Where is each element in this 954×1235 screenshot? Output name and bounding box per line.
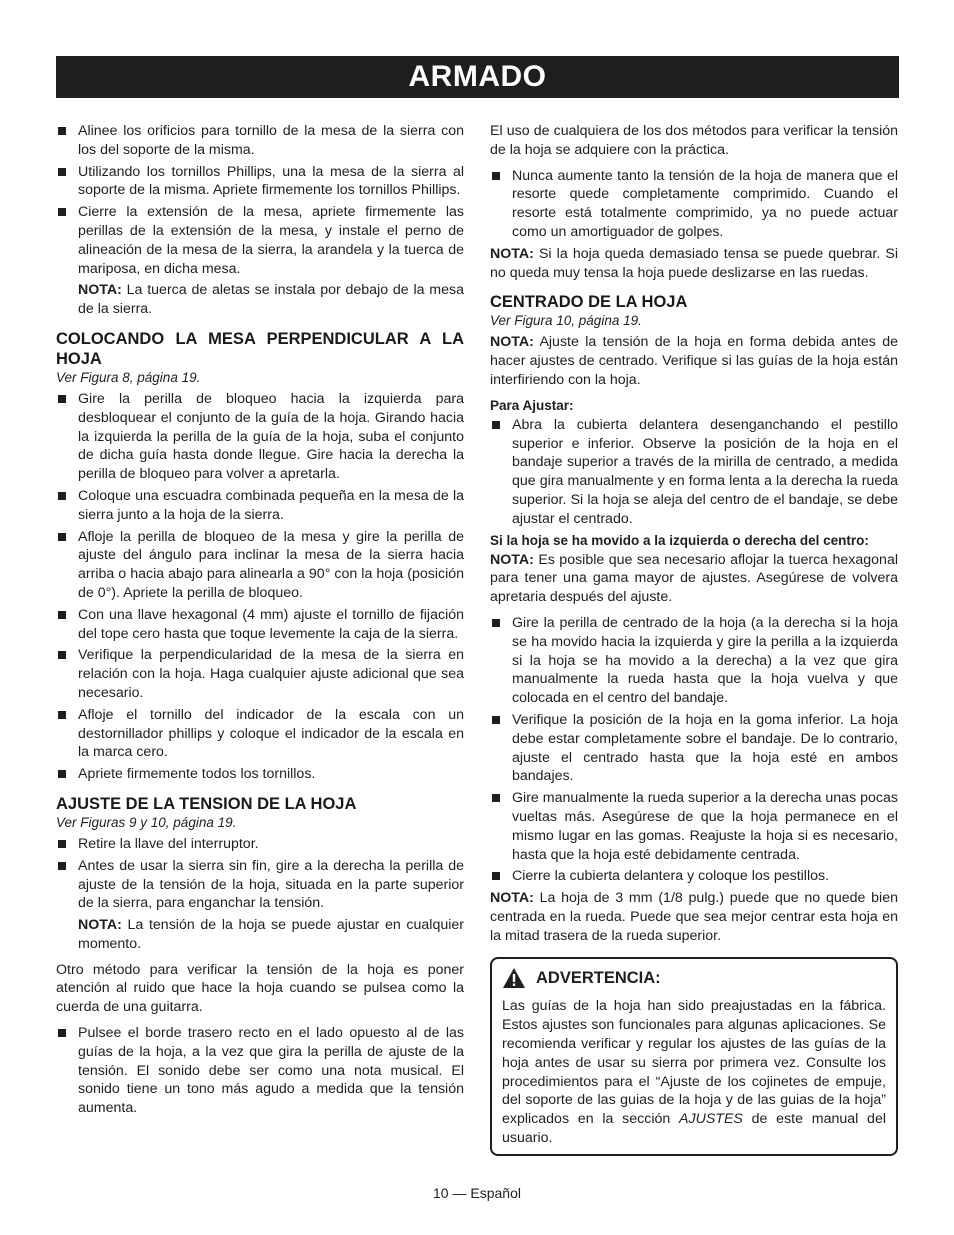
- section-list: [56, 1024, 464, 1118]
- warning-triangle-icon: [502, 967, 526, 989]
- figure-reference: Ver Figura 8, página 19.: [56, 369, 201, 385]
- section-heading: CENTRADO DE LA HOJA: [490, 293, 688, 312]
- intro-list: [56, 122, 464, 278]
- section-list: [56, 835, 464, 913]
- note-text: Si la hoja queda demasiado tensa se puede quebrar. Si no queda muy tensa la hoja puede deslizarse en las ruedas.: [490, 245, 898, 281]
- note-text: Ajuste la tensión de la hoja en forma debida antes de hacer ajustes de centrado. Verifique si las guías de la hoja están interfiriendo con la hoja.: [490, 334, 898, 388]
- note: [490, 245, 898, 283]
- list-item: Gire la perilla de bloqueo hacia la izquierda para desbloquear el conjunto de la guía de la hoja. Girando hacia la izquierda la perilla de la guía de la hoja, suba el conjunto de dicha guía hasta donde llegue. Gire hacia la derecha la perilla de bloqueo para volver a apretarla.: [56, 390, 464, 484]
- list-item: Abra la cubierta delantera desenganchando el pestillo superior e inferior. Observe la posición de la hoja en el bandaje superior a través de la mirilla de centrado, a medida que gira manualmente y en forma lenta a la derecha la rueda superior. Si la hoja se aleja del centro de el bandaje, se debe ajustar el centrado.: [490, 416, 898, 529]
- warning-text: [502, 997, 886, 1147]
- note-label: NOTA:: [490, 245, 534, 262]
- list-item: Verifique la posición de la hoja en la goma inferior. La hoja debe estar completamente sobre el bandaje. De lo contrario, ajuste el centrado hasta que la hoja esté en ambos bandajes.: [490, 711, 898, 786]
- paragraph: El uso de cualquiera de los dos métodos para verificar la tensión de la hoja se adquiere con la práctica.: [490, 123, 898, 158]
- note-text: La tuerca de aletas se instala por debajo de la mesa de la sierra.: [78, 282, 464, 318]
- note-label: NOTA:: [490, 890, 534, 907]
- warning-text-emphasis: AJUSTES: [679, 1111, 743, 1128]
- note-text: Es posible que sea necesario aflojar la tuerca hexagonal para tener una gama mayor de ajustes. Asegúrese de volvera apretaria después del ajuste.: [490, 551, 898, 606]
- intro-list: [490, 167, 898, 242]
- note: [490, 889, 898, 945]
- warning-text-part: de este manual del usuario.: [502, 1111, 886, 1147]
- note-text: La hoja de 3 mm (1/8 pulg.) puede que no quede bien centrada en la rueda. Puede que sea mejor centrar esta hoja en la mitad trasera de la rueda superior.: [490, 890, 898, 944]
- page-title-banner: ARMADO: [56, 56, 899, 98]
- figure-reference: Ver Figuras 9 y 10, página 19.: [56, 814, 237, 830]
- list-item: Retire la llave del interruptor.: [56, 835, 464, 854]
- paragraph: Otro método para verificar la tensión de la hoja es poner atención al ruido que hace la hoja cuando se pulsea como la cuerda de una guitarra.: [56, 961, 464, 1016]
- subheading: Para Ajustar:: [490, 397, 574, 413]
- note-text: La tensión de la hoja se puede ajustar en cualquier momento.: [78, 917, 464, 952]
- note: [490, 551, 898, 607]
- section-heading: AJUSTE DE LA TENSION DE LA HOJA: [56, 794, 357, 813]
- list-item: Alinee los orificios para tornillo de la mesa de la sierra con los del soporte de la misma.: [56, 122, 464, 160]
- note: [56, 916, 464, 954]
- page-footer: 10 — Español: [433, 1185, 521, 1201]
- section-list: [490, 614, 898, 886]
- section-heading: COLOCANDO LA MESA PERPENDICULAR A LA HOJA: [56, 329, 464, 368]
- warning-box: [490, 957, 898, 1155]
- warning-text-part: Las guías de la hoja han sido preajustadas en la fábrica. Estos ajustes son funcionales para algunas aplicaciones. Se recomienda verificar y regular los ajustes de las guías de la hoja antes de usar su sierra por primera vez. Consulte los procedimientos para el “Ajuste de los cojinetes de empuje, del soporte de las guias de la hoja y de las guias de la hoja” explicados en la sección: [502, 998, 886, 1128]
- list-item: Apriete firmemente todos los tornillos.: [56, 765, 464, 784]
- subheading: Si la hoja se ha movido a la izquierda o derecha del centro:: [490, 532, 869, 548]
- note-label: NOTA:: [490, 334, 534, 351]
- figure-reference: Ver Figura 10, página 19.: [490, 313, 642, 329]
- list-item: Cierre la extensión de la mesa, apriete firmemente las perillas de la extensión de la mesa, y instale el perno de alineación de la mesa de la sierra, la arandela y la tuerca de mariposa, en dicha mesa.: [56, 203, 464, 278]
- section-list: [56, 390, 464, 784]
- warning-header: [502, 967, 886, 989]
- right-column: [490, 122, 898, 1156]
- note-label: NOTA:: [78, 917, 122, 934]
- list-item: Nunca aumente tanto la tensión de la hoja de manera que el resorte quede completamente comprimido. Cuando el resorte está totalmente comprimido, ya no puede actuar como un amortiguador de golpes.: [490, 167, 898, 242]
- note-label: NOTA:: [78, 282, 122, 299]
- list-item: Utilizando los tornillos Phillips, una la mesa de la sierra al soporte de la misma. Apriete firmemente los tornillos Phillips.: [56, 163, 464, 201]
- list-item: Afloje el tornillo del indicador de la escala con un destornillador phillips y coloque el indicador de la escala en la marca cero.: [56, 706, 464, 762]
- list-item: Con una llave hexagonal (4 mm) ajuste el tornillo de fijación del tope cero hasta que toque levemente la caja de la sierra.: [56, 606, 464, 644]
- warning-title: ADVERTENCIA:: [536, 969, 661, 988]
- list-item: Cierre la cubierta delantera y coloque los pestillos.: [490, 867, 898, 886]
- list-item: Gire la perilla de centrado de la hoja (a la derecha si la hoja se ha movido hacia la izquierda y gire la perilla a la izquierda si la hoja se ha movido a la derecha) a la vez que gira manualmente la rueda hasta que la hoja vuelva y que colocada en el centro del bandaje.: [490, 614, 898, 708]
- list-item: Coloque una escuadra combinada pequeña en la mesa de la sierra junto a la hoja de la sierra.: [56, 487, 464, 525]
- list-item: Pulsee el borde trasero recto en el lado opuesto al de las guías de la hoja, a la vez que gira la perilla de ajuste de la tensión. El sonido debe ser como una nota musical. El sonido tiene un tono más agudo a medida que la tensión aumenta.: [56, 1024, 464, 1118]
- section-list: [490, 416, 898, 529]
- list-item: Afloje la perilla de bloqueo de la mesa y gire la perilla de ajuste del ángulo para inclinar la mesa de la sierra hacia arriba o hacia abajo para alinearla a 90° con la hoja (posición de 0°). Apriete la perilla de bloqueo.: [56, 528, 464, 603]
- list-item: Antes de usar la sierra sin fin, gire a la derecha la perilla de ajuste de la tensión de la hoja, situada en la parte superior de la sierra, para enganchar la tensión.: [56, 857, 464, 913]
- list-item: Verifique la perpendicularidad de la mesa de la sierra en relación con la hoja. Haga cualquier ajuste adicional que sea necesario.: [56, 646, 464, 702]
- note: [490, 333, 898, 389]
- list-item: Gire manualmente la rueda superior a la derecha unas pocas vueltas más. Asegúrese de que la hoja permanece en el mismo lugar en las gomas. Reajuste la hoja si es necesario, hasta que la hoja esté debidamente centrada.: [490, 789, 898, 864]
- left-column: [56, 122, 464, 1121]
- note: [56, 281, 464, 319]
- note-label: NOTA:: [490, 551, 534, 568]
